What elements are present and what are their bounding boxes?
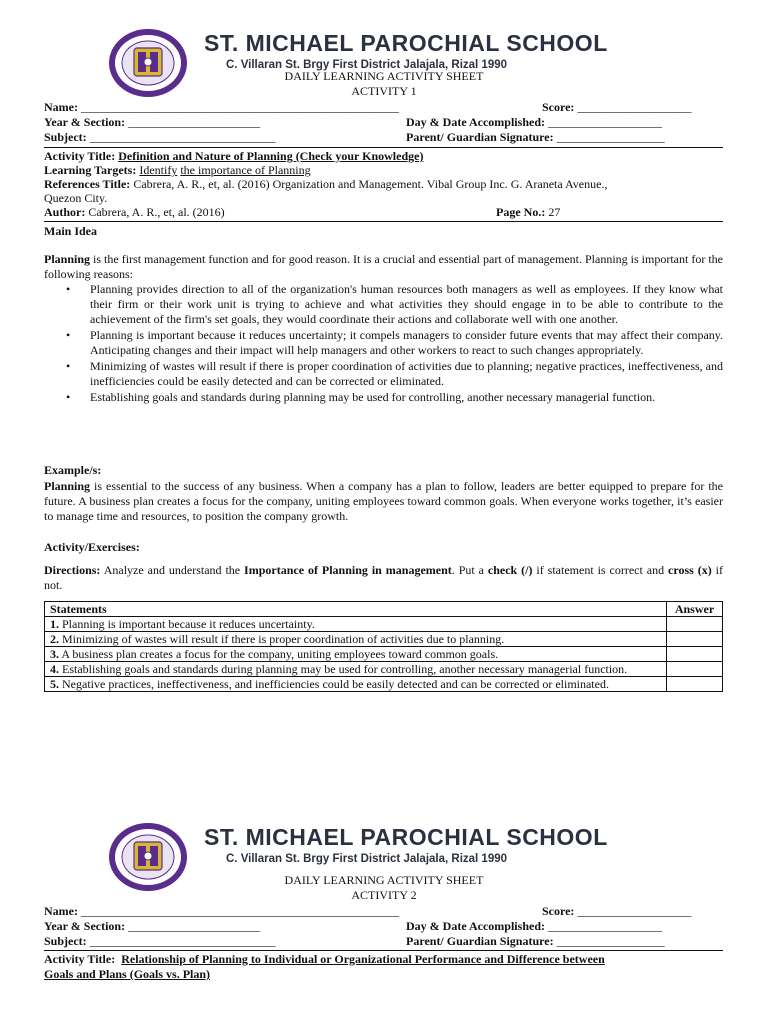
- example-heading: Example/s:: [44, 463, 102, 477]
- activity-heading: Activity/Exercises:: [44, 540, 140, 554]
- year-section-blank: ______________________: [128, 919, 261, 933]
- year-section-field[interactable]: [44, 115, 260, 130]
- statements-table: [44, 601, 723, 692]
- statement-cell: 5. Negative practices, ineffectiveness, and inefficiencies could be easily detected and can be corrected or eliminated.: [45, 677, 667, 692]
- table-row: [45, 632, 723, 647]
- answer-header: Answer: [667, 602, 723, 617]
- table-row: [45, 677, 723, 692]
- school-name: ST. MICHAEL PAROCHIAL SCHOOL: [204, 30, 608, 56]
- date-blank: ___________________: [547, 919, 662, 933]
- reasons-list: [44, 282, 723, 406]
- table-header-row: [45, 602, 723, 617]
- example-paragraph: Planning is essential to the success of any business. When a company has a plan to follow, leaders are better equipped to prepare for the future. A business plan creates a focus for the company, uniting employees toward common goals. When everyone works together, it’s easier to manage time and resources, to position the company growth.: [44, 479, 723, 523]
- parent-signature-label: Parent/ Guardian Signature:: [406, 934, 554, 948]
- date-field[interactable]: [406, 919, 662, 934]
- date-field[interactable]: [406, 115, 662, 130]
- table-row: [45, 662, 723, 677]
- references-cont: Quezon City.: [44, 191, 108, 205]
- parent-signature-label: Parent/ Guardian Signature:: [406, 130, 554, 144]
- name-label: Name:: [44, 100, 78, 114]
- statement-cell: 3. A business plan creates a focus for the company, uniting employees toward common goals.: [45, 647, 667, 662]
- statement-cell: 1. Planning is important because it reduces uncertainty.: [45, 617, 667, 632]
- list-item: • Planning provides direction to all of the organization's human resources both managers as well as employees. If they know what their firm or their work unit is trying to achieve and what activities they should engage in to be able to contribute to the achievement of the firm's set goals, they would coordinate their actions and collaborate well with one another.: [66, 282, 723, 326]
- author: Author: Cabrera, A. R., et, al. (2016): [44, 205, 225, 219]
- activity-number: ACTIVITY 1: [351, 84, 417, 98]
- score-label: Score:: [542, 904, 575, 918]
- subject-label: Subject:: [44, 934, 87, 948]
- name-blank: _____________________________________________________: [80, 100, 399, 114]
- page-number: Page No.: 27: [496, 205, 561, 219]
- name-field[interactable]: [44, 904, 399, 919]
- activity-title: Activity Title: Relationship of Planning to Individual or Organizational Performance and Difference between Goals and Plans (Goals vs. Plan): [44, 952, 605, 981]
- date-label: Day & Date Accomplished:: [406, 115, 545, 129]
- table-row: [45, 647, 723, 662]
- date-label: Day & Date Accomplished:: [406, 919, 545, 933]
- directions: Directions: Analyze and understand the Importance of Planning in management. Put a check (/) if statement is correct and cross (x) if not.: [44, 563, 723, 592]
- divider: [44, 221, 723, 222]
- bullet-icon: •: [66, 328, 71, 342]
- subject-field[interactable]: [44, 934, 276, 949]
- year-section-field[interactable]: [44, 919, 260, 934]
- name-blank: _____________________________________________________: [80, 904, 399, 918]
- list-item: • Establishing goals and standards during planning may be used for controlling, another necessary managerial function.: [66, 390, 656, 404]
- year-section-label: Year & Section:: [44, 115, 126, 129]
- list-item: • Planning is important because it reduces uncertainty; it compels managers to consider future events that may affect their company. Anticipating changes and their impact will help managers and other workers to react to such changes appropriately.: [66, 328, 723, 357]
- score-label: Score:: [542, 100, 575, 114]
- sheet-title: DAILY LEARNING ACTIVITY SHEET: [284, 873, 484, 887]
- score-field[interactable]: [542, 100, 691, 115]
- parent-signature-blank: __________________: [556, 130, 665, 144]
- statement-cell: 4. Establishing goals and standards during planning may be used for controlling, another necessary managerial function.: [45, 662, 667, 677]
- intro-paragraph: Planning is the first management function and for good reason. It is a crucial and essential part of management. Planning is important for the following reasons:: [44, 252, 723, 281]
- score-blank: ___________________: [577, 904, 692, 918]
- score-field[interactable]: [542, 904, 691, 919]
- name-field[interactable]: [44, 100, 399, 115]
- score-blank: ___________________: [577, 100, 692, 114]
- list-item: • Minimizing of wastes will result if there is proper coordination of activities due to planning; negative practices, ineffectiveness, and inefficiencies could be easily detected and can be corrected or eliminated.: [66, 359, 723, 388]
- activity-title: Activity Title: Definition and Nature of Planning (Check your Knowledge): [44, 149, 424, 163]
- school-name: ST. MICHAEL PAROCHIAL SCHOOL: [204, 824, 608, 850]
- parent-signature-field[interactable]: [406, 934, 665, 949]
- school-address: C. Villaran St. Brgy First District Jalajala, Rizal 1990: [226, 59, 508, 71]
- parent-signature-blank: __________________: [556, 934, 665, 948]
- answer-cell[interactable]: [667, 617, 723, 632]
- year-section-blank: ______________________: [128, 115, 261, 129]
- main-idea-heading: Main Idea: [44, 224, 98, 238]
- date-blank: ___________________: [547, 115, 662, 129]
- school-address: C. Villaran St. Brgy First District Jalajala, Rizal 1990: [226, 853, 508, 865]
- subject-blank: _______________________________: [89, 130, 276, 144]
- statement-cell: 2. Minimizing of wastes will result if there is proper coordination of activities due to planning.: [45, 632, 667, 647]
- name-label: Name:: [44, 904, 78, 918]
- subject-label: Subject:: [44, 130, 87, 144]
- answer-cell[interactable]: [667, 632, 723, 647]
- parent-signature-field[interactable]: [406, 130, 665, 145]
- activity-number: ACTIVITY 2: [351, 888, 417, 902]
- answer-cell[interactable]: [667, 647, 723, 662]
- references: References Title: Cabrera, A. R., et, al. (2016) Organization and Management. Vibal Group Inc. G. Araneta Avenue.,: [44, 177, 608, 191]
- table-row: [45, 617, 723, 632]
- statements-header: Statements: [45, 602, 667, 617]
- year-section-label: Year & Section:: [44, 919, 126, 933]
- answer-cell[interactable]: [667, 662, 723, 677]
- learning-targets: Learning Targets: Identify the importance of Planning: [44, 163, 311, 177]
- answer-cell[interactable]: [667, 677, 723, 692]
- divider: [44, 147, 723, 148]
- bullet-icon: •: [66, 282, 71, 296]
- sheet-title: DAILY LEARNING ACTIVITY SHEET: [284, 69, 484, 83]
- subject-blank: _______________________________: [89, 934, 276, 948]
- divider: [44, 950, 723, 951]
- bullet-icon: •: [66, 359, 71, 373]
- bullet-icon: •: [66, 390, 71, 404]
- subject-field[interactable]: [44, 130, 276, 145]
